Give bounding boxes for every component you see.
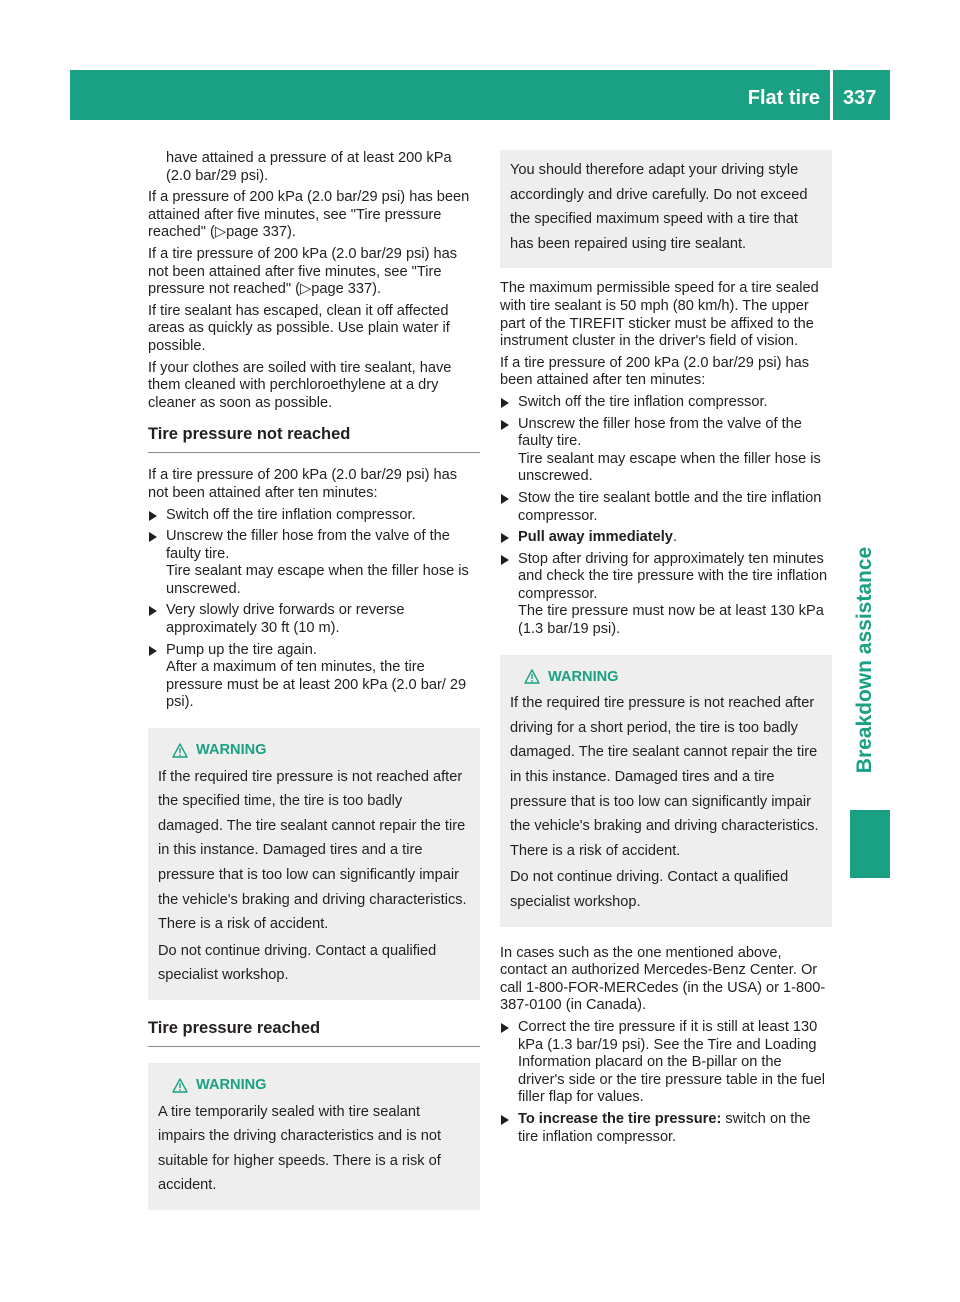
page-number: 337 — [843, 87, 877, 109]
step-arrow-icon — [501, 398, 509, 408]
warning-box — [500, 655, 832, 927]
side-tab-marker — [850, 810, 890, 878]
warning-label: WARNING — [196, 1076, 267, 1093]
step-item — [500, 529, 832, 547]
page-ref-link[interactable]: page 337 — [311, 281, 373, 298]
step-note: The tire pressure must now be at least 130 kPa (1.3 bar/19 psi). — [518, 603, 824, 638]
step-item — [148, 528, 480, 598]
paragraph-text: If a tire pressure of 200 kPa (2.0 bar/29 psi) has not been attained after five minutes, see "Tire pressure not reached" ( — [148, 245, 458, 298]
step-item — [148, 602, 480, 637]
step-text-bold: To increase the tire pressure: — [518, 1110, 722, 1127]
step-text: Stow the tire sealant bottle and the tire inflation compressor. — [518, 489, 822, 524]
left-column — [148, 150, 480, 1228]
paragraph — [148, 246, 480, 299]
step-item — [148, 507, 480, 525]
step-text: Very slowly drive forwards or reverse approximately 30 ft (10 m). — [166, 602, 405, 637]
section-title: Tire pressure reached — [148, 1018, 480, 1047]
paragraph-text: ). — [286, 224, 296, 241]
side-tab-label: Breakdown assistance — [853, 546, 876, 774]
step-arrow-icon — [501, 555, 509, 565]
step-text: Pump up the tire again. — [166, 641, 317, 658]
step-note: Tire sealant may escape when the filler hose is unscrewed. — [518, 450, 821, 485]
step-note: Tire sealant may escape when the filler hose is unscrewed. — [166, 563, 469, 597]
warning-header — [158, 1073, 470, 1098]
step-note: After a maximum of ten minutes, the tire pressure must be at least 200 kPa (2.0 bar/ 29 psi). — [166, 659, 467, 711]
warning-box — [148, 728, 480, 1000]
step-text: Switch off the tire inflation compressor. — [166, 506, 416, 523]
step-arrow-icon — [501, 533, 509, 543]
step-arrow-icon — [501, 420, 509, 430]
step-text: Unscrew the filler hose from the valve of the faulty tire. — [166, 528, 450, 562]
warning-label: WARNING — [548, 668, 619, 685]
paragraph-text: ). — [372, 281, 382, 298]
step-arrow-icon — [149, 511, 157, 521]
step-text: Switch off the tire inflation compressor. — [518, 393, 768, 410]
step-item — [148, 642, 480, 712]
page-ref-arrow-icon: ▷ — [300, 281, 312, 298]
warning-box — [148, 1063, 480, 1210]
step-text: Stop after driving for approximately ten minutes and check the tire pressure with the tire inflation compressor. — [518, 550, 828, 602]
step-text: switch on the tire inflation compressor. — [518, 1110, 811, 1145]
warning-header — [510, 665, 822, 690]
step-arrow-icon — [149, 646, 157, 656]
paragraph: If tire sealant has escaped, clean it off affected areas as quickly as possible. Use plain water if possible. — [148, 302, 450, 354]
page-title: Flat tire — [747, 87, 820, 109]
step-item — [500, 551, 832, 639]
warning-triangle-icon — [172, 743, 188, 758]
step-item — [500, 1019, 832, 1107]
paragraph-text: If a pressure of 200 kPa (2.0 bar/29 psi) has been attained after five minutes, see "Tire pressure reached" ( — [148, 189, 470, 241]
step-text: Unscrew the filler hose from the valve of the faulty tire. — [518, 415, 802, 450]
side-tab — [840, 540, 890, 780]
warning-text: You should therefore adapt your driving style accordingly and drive carefully. Do not exceed the specified maximum speed with a tire that has been repaired using tire sealant. — [510, 162, 808, 252]
warning-label: WARNING — [196, 742, 267, 759]
step-text: . — [672, 529, 677, 546]
step-text-bold: Pull away immediately — [518, 529, 673, 546]
step-arrow-icon — [501, 494, 509, 504]
paragraph: The maximum permissible speed for a tire sealed with tire sealant is 50 mph (80 km/h). The upper part of the TIREFIT sticker must be affixed to the instrument cluster in the driver's field of vision. — [500, 280, 819, 350]
step-arrow-icon — [501, 1023, 509, 1033]
right-column — [500, 150, 832, 1150]
step-item — [500, 490, 832, 525]
warning-text: Do not continue driving. Contact a qualified specialist workshop. — [510, 869, 789, 910]
step-item — [500, 394, 832, 412]
warning-text: A tire temporarily sealed with tire sealant impairs the driving characteristics and is not suitable for higher speeds. There is a risk of accident. — [158, 1103, 442, 1194]
step-arrow-icon — [501, 1115, 509, 1125]
warning-text: If the required tire pressure is not reached after the specified time, the tire is too badly damaged. The tire sealant cannot repair the tire in this instance. Damaged tires and a tire pressure that is too low can significantly impair the vehicle's braking and driving characteristics. There is a risk of accident. — [158, 768, 467, 933]
page-ref-arrow-icon: ▷ — [214, 224, 227, 241]
warning-triangle-icon — [524, 669, 540, 684]
step-item — [500, 416, 832, 486]
paragraph — [148, 189, 480, 242]
paragraph: If a tire pressure of 200 kPa (2.0 bar/29 psi) has not been attained after ten minutes: — [148, 467, 458, 501]
page-ref-link[interactable]: page 337 — [226, 224, 287, 241]
step-arrow-icon — [149, 532, 157, 542]
warning-text: If the required tire pressure is not reached after driving for a short period, the tire is too badly damaged. The tire sealant cannot repair the tire in this instance. Damaged tires and a tire pressure that is too low can significantly impair the vehicle's braking and driving characteristics. There is a risk of accident. — [510, 695, 819, 859]
paragraph: If a tire pressure of 200 kPa (2.0 bar/29 psi) has been attained after ten minutes: — [500, 354, 810, 389]
step-text: Correct the tire pressure if it is still at least 130 kPa (1.3 bar/19 psi). See the Tire and Loading Information placard on the B-pillar on the driver's side or the tire pressure table in the fuel filler flap for values. — [518, 1018, 825, 1106]
paragraph: If your clothes are soiled with tire sealant, have them cleaned with perchloroethylene at a dry cleaner as soon as possible. — [148, 359, 452, 411]
paragraph: have attained a pressure of at least 200 kPa (2.0 bar/29 psi). — [166, 150, 452, 184]
warning-triangle-icon — [172, 1078, 188, 1093]
warning-text: Do not continue driving. Contact a qualified specialist workshop. — [158, 942, 437, 984]
paragraph: In cases such as the one mentioned above, contact an authorized Mercedes-Benz Center. Or call 1-800-FOR-MERCedes (in the USA) or 1-800-387-0100 (in Canada). — [500, 944, 826, 1014]
step-item — [500, 1111, 832, 1146]
header-separator — [830, 70, 833, 120]
section-title: Tire pressure not reached — [148, 424, 480, 453]
step-arrow-icon — [149, 606, 157, 616]
warning-header — [158, 738, 470, 763]
warning-continuation-box — [500, 150, 832, 268]
